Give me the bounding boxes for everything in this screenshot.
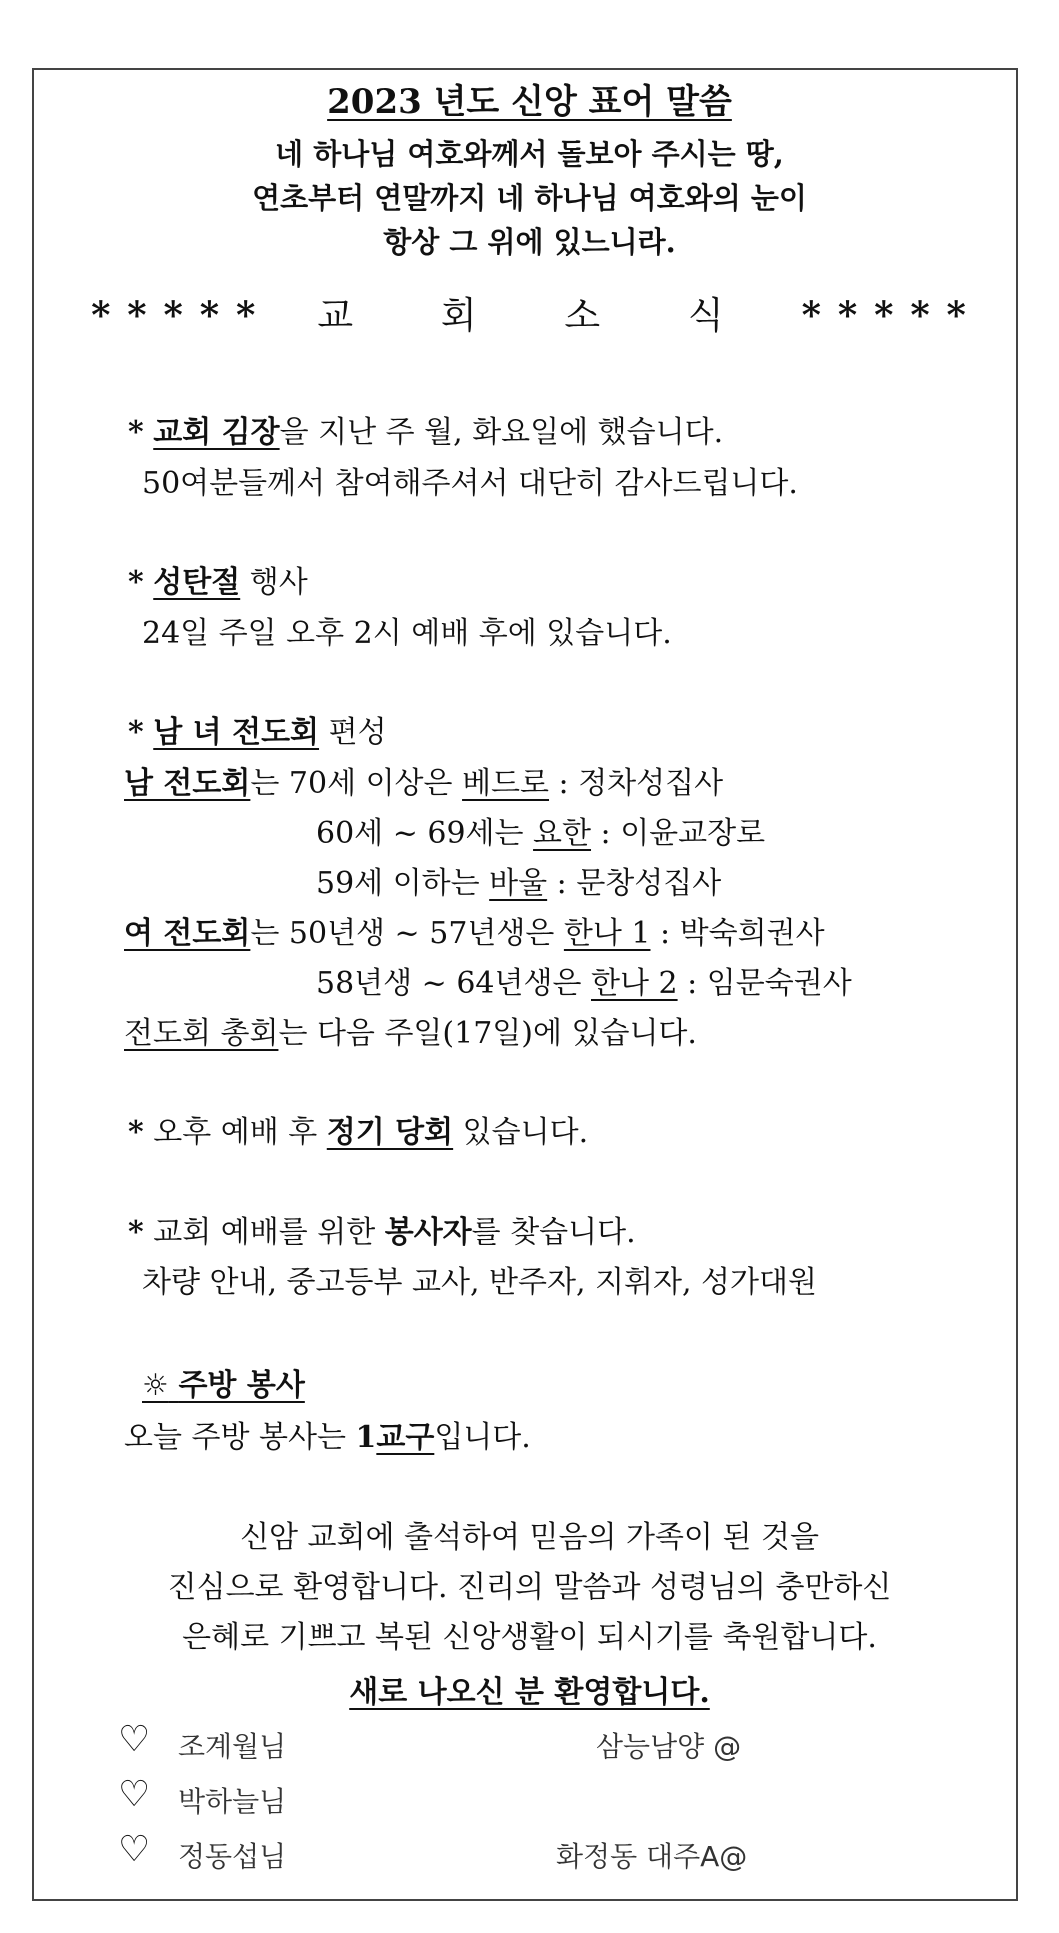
- men-society-row-1: [124, 758, 723, 802]
- welcome-heading: [0, 1667, 1059, 1711]
- kitchen-district-num: 1: [355, 1420, 377, 1455]
- title-text: 2023 년도 신앙 표어 말씀: [327, 82, 732, 122]
- kitchen-text: 입니다.: [434, 1420, 531, 1455]
- group-name: 요한: [533, 816, 592, 851]
- meeting-title: 정기 당회: [326, 1115, 454, 1150]
- stars-left: * * * * *: [91, 293, 258, 337]
- women-society-row-1: [124, 908, 825, 952]
- men-society-label: 남 전도회: [124, 766, 251, 801]
- stars-right: * * * * *: [801, 293, 968, 337]
- group-name: 한나 1: [563, 916, 651, 951]
- bullet: *: [128, 715, 144, 750]
- newcomer-address: 화정동 대주A@: [556, 1840, 748, 1873]
- group-leader: : 임문숙권사: [677, 966, 852, 1001]
- volunteers-text: 를 찾습니다.: [471, 1215, 636, 1250]
- kitchen-heading: [142, 1360, 305, 1404]
- heart-icon: ♡: [118, 1829, 151, 1870]
- general-assembly-text: 는 다음 주일(17일)에 있습니다.: [278, 1016, 697, 1051]
- group-name: 바울: [489, 866, 548, 901]
- heart-icon: ♡: [118, 1774, 151, 1815]
- verse-line-1: 네 하나님 여호와께서 돌보아 주시는 땅,: [275, 137, 784, 171]
- bullet: *: [128, 415, 144, 450]
- kitchen-pre: 오늘 주방 봉사는: [124, 1420, 356, 1455]
- kitchen-line: [124, 1412, 531, 1456]
- group-leader: : 정차성집사: [549, 766, 724, 801]
- kimjang-line2: 50여분들께서 참여해주셔서 대단히 감사드립니다.: [142, 466, 798, 501]
- women-society-row-2: [316, 958, 852, 1002]
- bullet: *: [128, 1115, 144, 1150]
- group-leader: : 이윤교장로: [591, 816, 766, 851]
- group-condition: 는 70세 이상은: [250, 766, 463, 801]
- kitchen-title: 주방 봉사: [178, 1368, 305, 1403]
- group-condition: 58년생 ~ 64년생은: [316, 966, 591, 1001]
- christmas-text: 행사: [240, 565, 308, 600]
- group-name: 한나 2: [591, 966, 678, 1001]
- meeting-pre: 오후 예배 후: [153, 1115, 327, 1150]
- sun-icon: ☼: [142, 1368, 169, 1403]
- women-society-label: 여 전도회: [124, 916, 251, 951]
- group-condition: 60세 ~ 69세는: [316, 816, 534, 851]
- mission-text: 편성: [319, 715, 387, 750]
- bullet: *: [128, 565, 144, 600]
- group-condition: 59세 이하는: [316, 866, 490, 901]
- group-condition: 는 50년생 ~ 57년생은: [250, 916, 564, 951]
- mission-title: 남 녀 전도회: [153, 715, 320, 750]
- group-leader: : 문창성집사: [547, 866, 722, 901]
- volunteers-item: [128, 1207, 636, 1251]
- news-title: 교 회 소 식: [317, 294, 762, 337]
- men-society-row-2: [316, 808, 765, 852]
- kitchen-heading-text: [142, 1368, 305, 1403]
- welcome-heading-text: 새로 나오신 분 환영합니다.: [349, 1675, 710, 1710]
- kimjang-text: 을 지난 주 월, 화요일에 했습니다.: [279, 415, 724, 450]
- group-name: 베드로: [462, 766, 550, 801]
- verse-line-3: 항상 그 위에 있느니라.: [383, 225, 676, 259]
- newcomer-address: 삼능남양 @: [596, 1730, 742, 1763]
- newcomer-name: 박하늘님: [178, 1785, 287, 1818]
- men-society-row-3: [316, 858, 721, 902]
- christmas-title: 성탄절: [153, 565, 241, 600]
- newcomer-name: 조계월님: [178, 1730, 287, 1763]
- group-leader: : 박숙희권사: [650, 916, 825, 951]
- kitchen-district: 교구: [376, 1420, 435, 1455]
- christmas-item: [128, 557, 308, 601]
- volunteers-line2: 차량 안내, 중고등부 교사, 반주자, 지휘자, 성가대원: [142, 1265, 817, 1300]
- volunteers-title: 봉사자: [384, 1215, 472, 1250]
- meeting-item: [128, 1107, 588, 1151]
- verse-line-2: 연초부터 연말까지 네 하나님 여호와의 눈이: [252, 181, 807, 215]
- welcome-line-3: 은혜로 기쁘고 복된 신앙생활이 되시기를 축원합니다.: [182, 1620, 877, 1655]
- general-assembly: [124, 1008, 697, 1052]
- kimjang-item: [128, 407, 723, 451]
- kimjang-title: 교회 김장: [153, 415, 280, 450]
- welcome-line-2: 진심으로 환영합니다. 진리의 말씀과 성령님의 충만하신: [167, 1570, 892, 1605]
- volunteers-pre: 교회 예배를 위한: [153, 1215, 385, 1250]
- general-assembly-label: 전도회 총회: [124, 1016, 279, 1051]
- bullet: *: [128, 1215, 144, 1250]
- heart-icon: ♡: [118, 1719, 151, 1760]
- welcome-line-1: 신암 교회에 출석하여 믿음의 가족이 된 것을: [240, 1520, 819, 1555]
- newcomer-name: 정동섭님: [178, 1840, 287, 1873]
- page-title: [0, 74, 1059, 123]
- christmas-line2: 24일 주일 오후 2시 예배 후에 있습니다.: [142, 616, 672, 651]
- mission-item: [128, 707, 387, 751]
- meeting-text: 있습니다.: [453, 1115, 589, 1150]
- news-header: [0, 285, 1059, 339]
